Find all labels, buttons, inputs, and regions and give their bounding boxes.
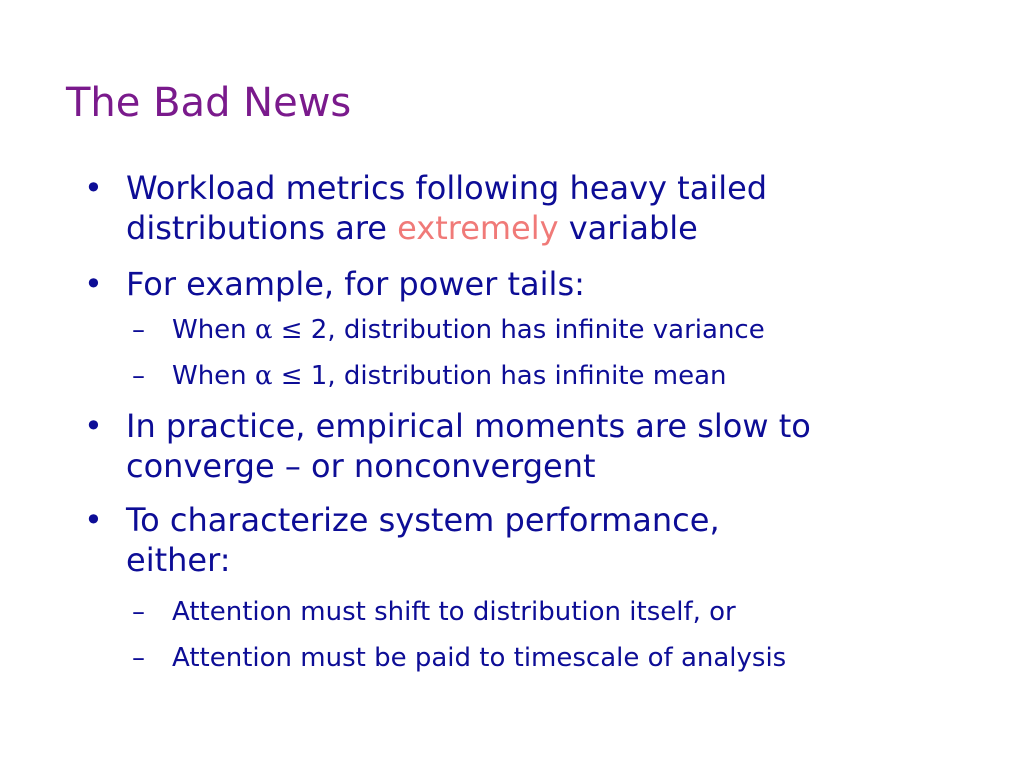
bullet-line xyxy=(126,208,946,248)
sub-text-segment: 1, distribution has infinite mean xyxy=(302,361,727,391)
sub-bullet-text: Attention must be paid to timescale of analysis xyxy=(172,643,787,673)
bullet-line: To characterize system performance, xyxy=(126,501,720,539)
alpha-leq-symbol: α ≤ xyxy=(254,315,303,345)
bullet-text xyxy=(126,500,946,580)
sub-bullet-text xyxy=(172,360,727,392)
emphasis-text: extremely xyxy=(397,209,559,247)
sub-text-segment: 2, distribution has infinite variance xyxy=(302,315,765,345)
bullet-line: converge – or nonconvergent xyxy=(126,447,596,485)
sub-bullet-marker: – xyxy=(132,597,145,627)
bullet-line: either: xyxy=(126,541,231,579)
sub-text-segment: When xyxy=(172,315,255,345)
sub-bullet-marker: – xyxy=(132,643,145,673)
bullet-marker: • xyxy=(84,501,103,539)
bullet-line: For example, for power tails: xyxy=(126,265,585,303)
bullet-text xyxy=(126,406,946,486)
bullet-line: In practice, empirical moments are slow to xyxy=(126,407,811,445)
bullet-text-segment: variable xyxy=(558,209,698,247)
bullet-marker: • xyxy=(84,265,103,303)
bullet-marker: • xyxy=(84,169,103,207)
bullet-marker: • xyxy=(84,407,103,445)
bullet-line: Workload metrics following heavy tailed xyxy=(126,169,768,207)
sub-bullet-text xyxy=(172,314,765,346)
bullet-text xyxy=(126,168,946,248)
sub-bullet-marker: – xyxy=(132,315,145,345)
alpha-leq-symbol: α ≤ xyxy=(254,361,303,391)
sub-bullet-marker: – xyxy=(132,361,145,391)
sub-text-segment: When xyxy=(172,361,255,391)
slide-title: The Bad News xyxy=(66,80,352,126)
bullet-text-segment: distributions are xyxy=(126,209,398,247)
bullet-text xyxy=(126,264,946,304)
sub-bullet-text: Attention must shift to distribution itself, or xyxy=(172,597,736,627)
